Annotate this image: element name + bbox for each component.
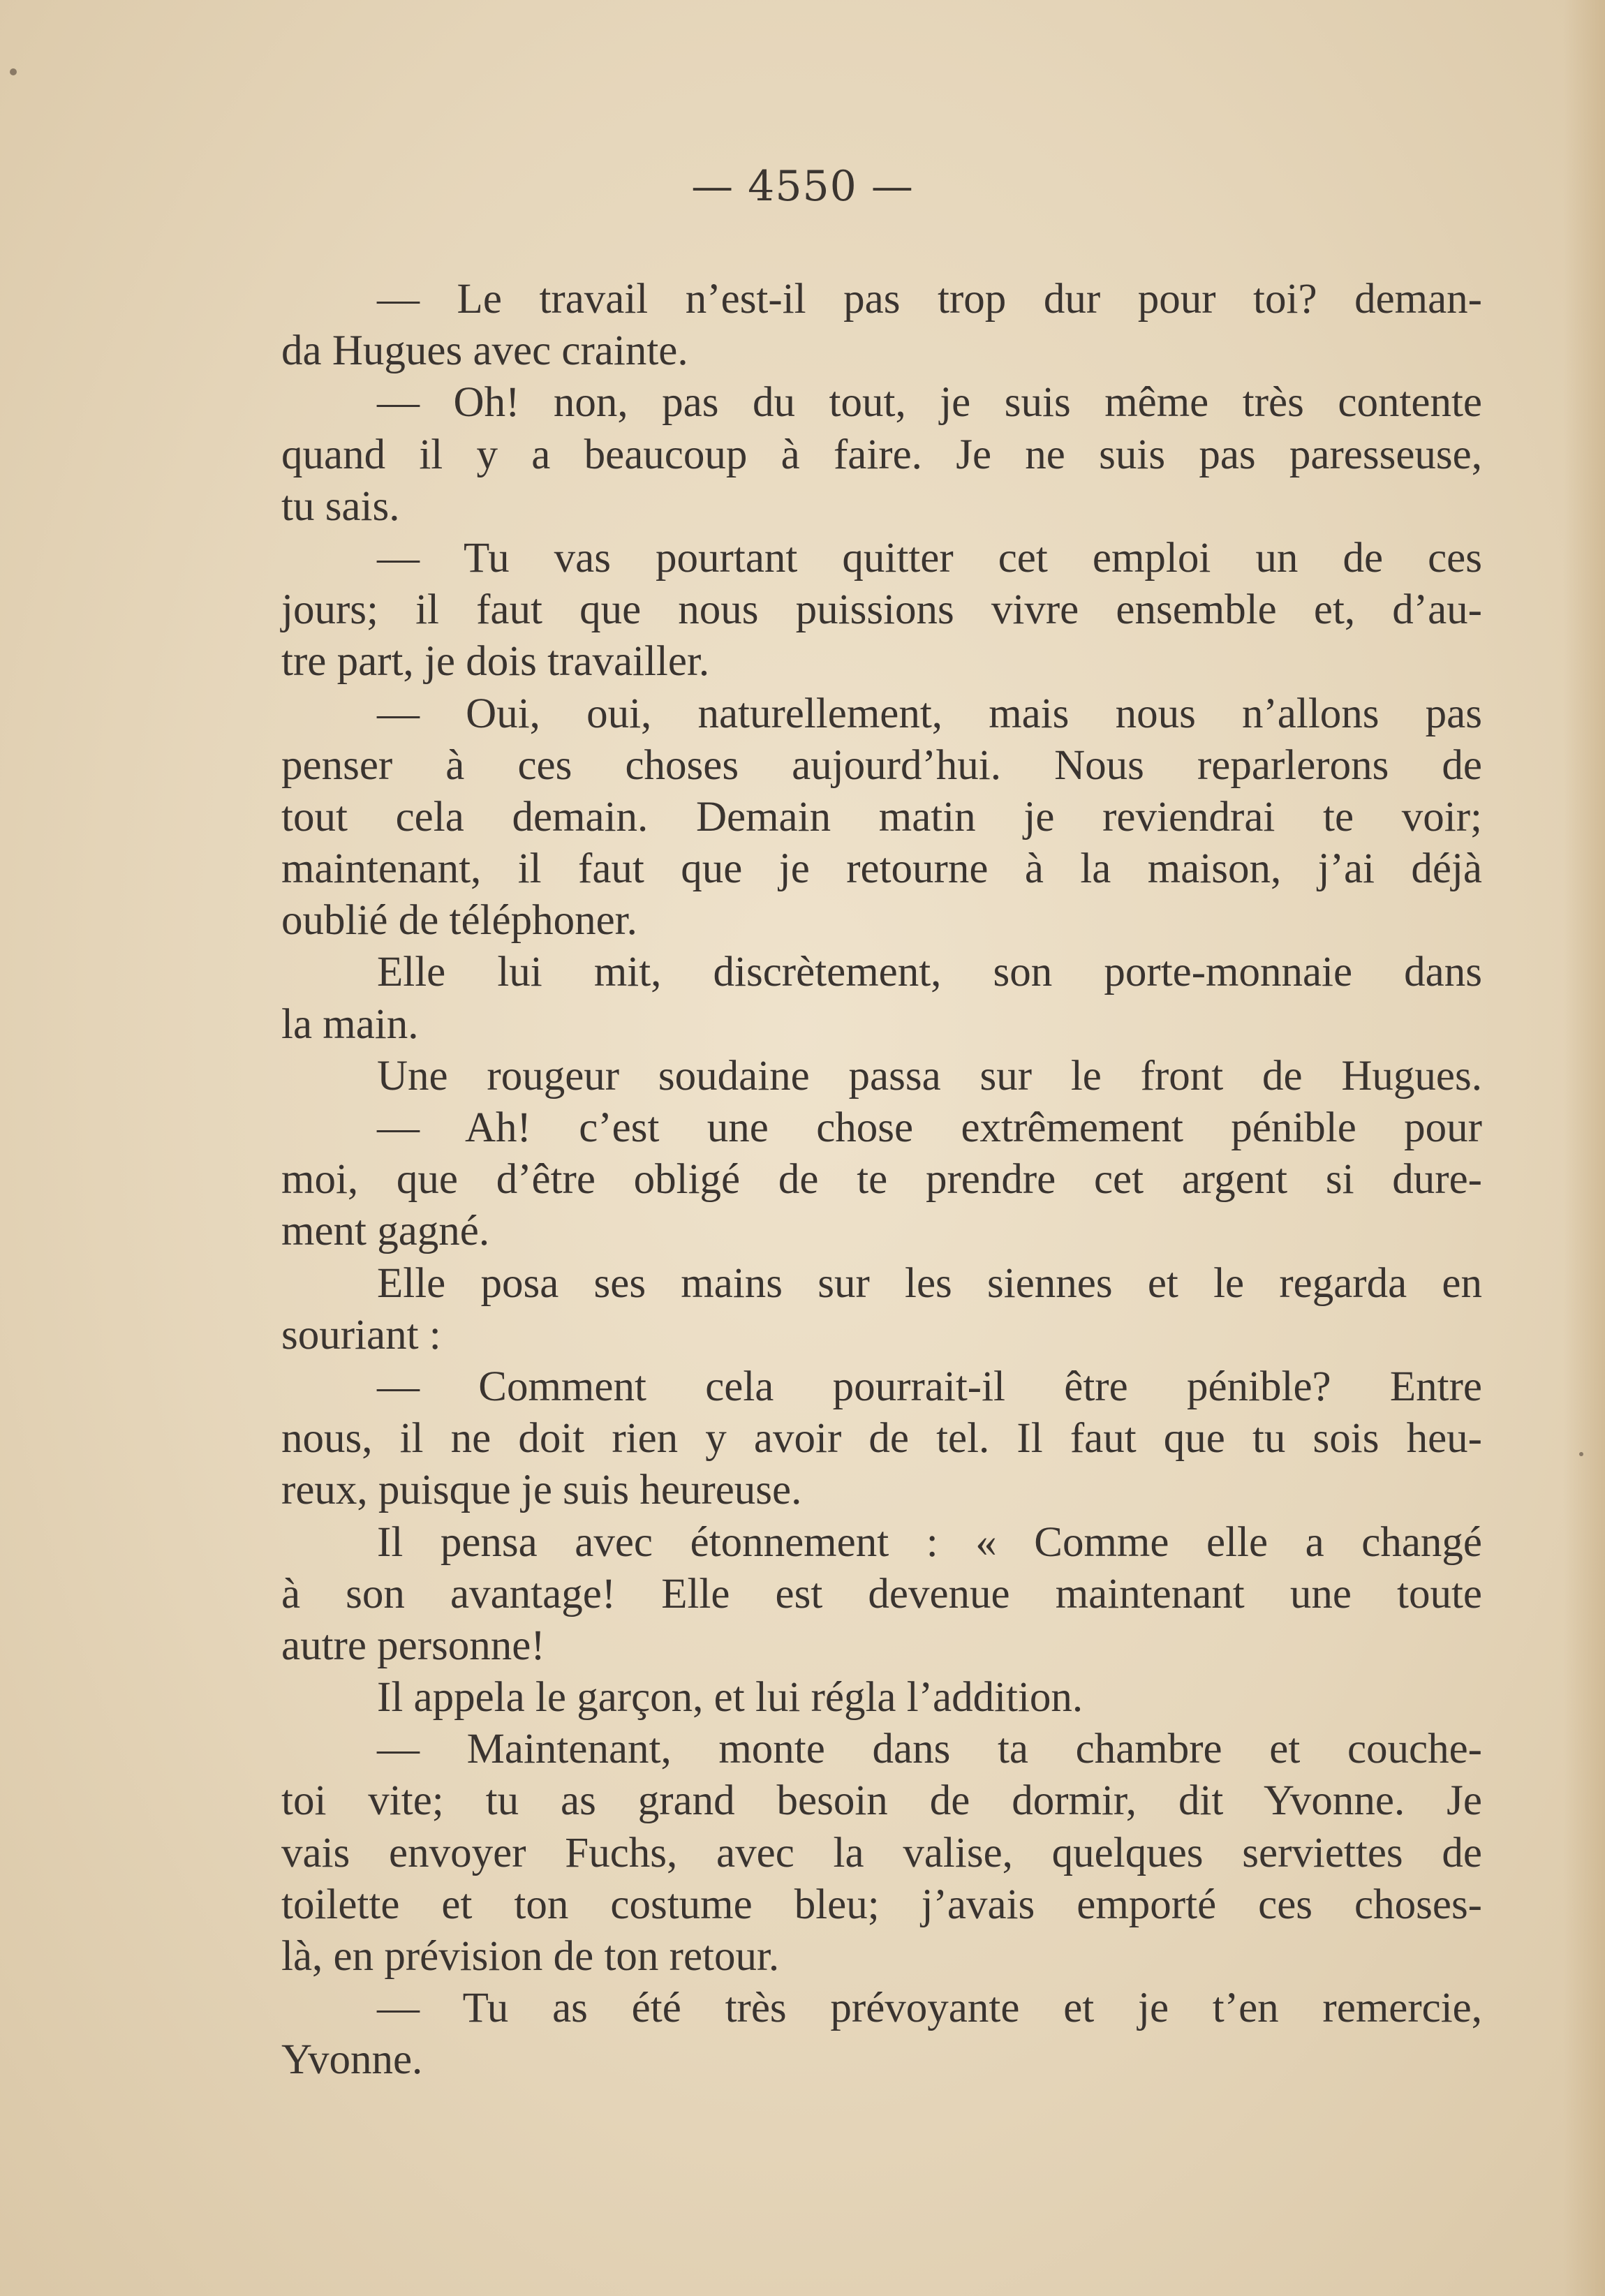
text-line: ment gagné. (281, 1208, 490, 1255)
text-line: — Tu vas pourtant quitter cet emploi un de ces (377, 534, 1482, 582)
text-line: Une rougeur soudaine passa sur le front de Hugues. (377, 1052, 1482, 1099)
page-number: — 4550 — (691, 162, 914, 211)
text-line: Elle lui mit, discrètement, son porte-monnaie dans (377, 949, 1482, 996)
text-line: moi, que d’être obligé de te prendre cet argent si dure- (281, 1156, 1482, 1203)
text-line: la main. (281, 1000, 419, 1048)
text-line: là, en prévision de ton retour. (281, 1933, 780, 1980)
text-line: maintenant, il faut que je retourne à la maison, j’ai déjà (281, 845, 1482, 893)
text-line: autre personne! (281, 1622, 545, 1669)
text-line: — Le travail n’est-il pas trop dur pour toi? deman- (377, 276, 1482, 323)
text-line: — Maintenant, monte dans ta chambre et couche- (377, 1726, 1482, 1773)
text-line: toilette et ton costume bleu; j’avais emporté ces choses- (281, 1881, 1482, 1928)
text-line: — Ah! c’est une chose extrêmement pénible pour (377, 1104, 1482, 1151)
text-line: Yvonne. (281, 2036, 423, 2084)
text-line: Il appela le garçon, et lui régla l’addition. (377, 1674, 1083, 1721)
text-line: — Comment cela pourrait-il être pénible? Entre (377, 1363, 1482, 1410)
text-line: oublié de téléphoner. (281, 897, 637, 945)
text-line: tout cela demain. Demain matin je reviendrai te voir; (281, 793, 1482, 840)
text-line: Il pensa avec étonnement : « Comme elle a changé (377, 1518, 1482, 1566)
text-line: tu sais. (281, 482, 400, 530)
text-line: penser à ces choses aujourd’hui. Nous reparlerons de (281, 741, 1482, 789)
text-line: jours; il faut que nous puissions vivre ensemble et, d’au- (281, 586, 1482, 634)
text-line: souriant : (281, 1311, 441, 1358)
text-line: tre part, je dois travailler. (281, 638, 710, 686)
text-line: reux, puisque je suis heureuse. (281, 1467, 802, 1514)
paper-speck (10, 68, 17, 75)
text-line: nous, il ne doit rien y avoir de tel. Il faut que tu sois heu- (281, 1415, 1482, 1462)
text-line: — Oui, oui, naturellement, mais nous n’allons pas (377, 690, 1482, 737)
text-line: à son avantage! Elle est devenue maintenant une toute (281, 1570, 1482, 1617)
body-text (281, 274, 1482, 2087)
text-line: — Oh! non, pas du tout, je suis même très contente (377, 379, 1482, 427)
text-line: quand il y a beaucoup à faire. Je ne suis pas paresseuse, (281, 431, 1482, 478)
paper-speck (1579, 1452, 1583, 1456)
page-edge-shadow (1563, 0, 1605, 2296)
text-line: toi vite; tu as grand besoin de dormir, dit Yvonne. Je (281, 1777, 1482, 1825)
text-line: vais envoyer Fuchs, avec la valise, quelques serviettes de (281, 1829, 1482, 1876)
text-line: da Hugues avec crainte. (281, 327, 688, 375)
text-line: — Tu as été très prévoyante et je t’en remercie, (377, 1985, 1482, 2032)
text-line: Elle posa ses mains sur les siennes et le regarda en (377, 1259, 1482, 1307)
